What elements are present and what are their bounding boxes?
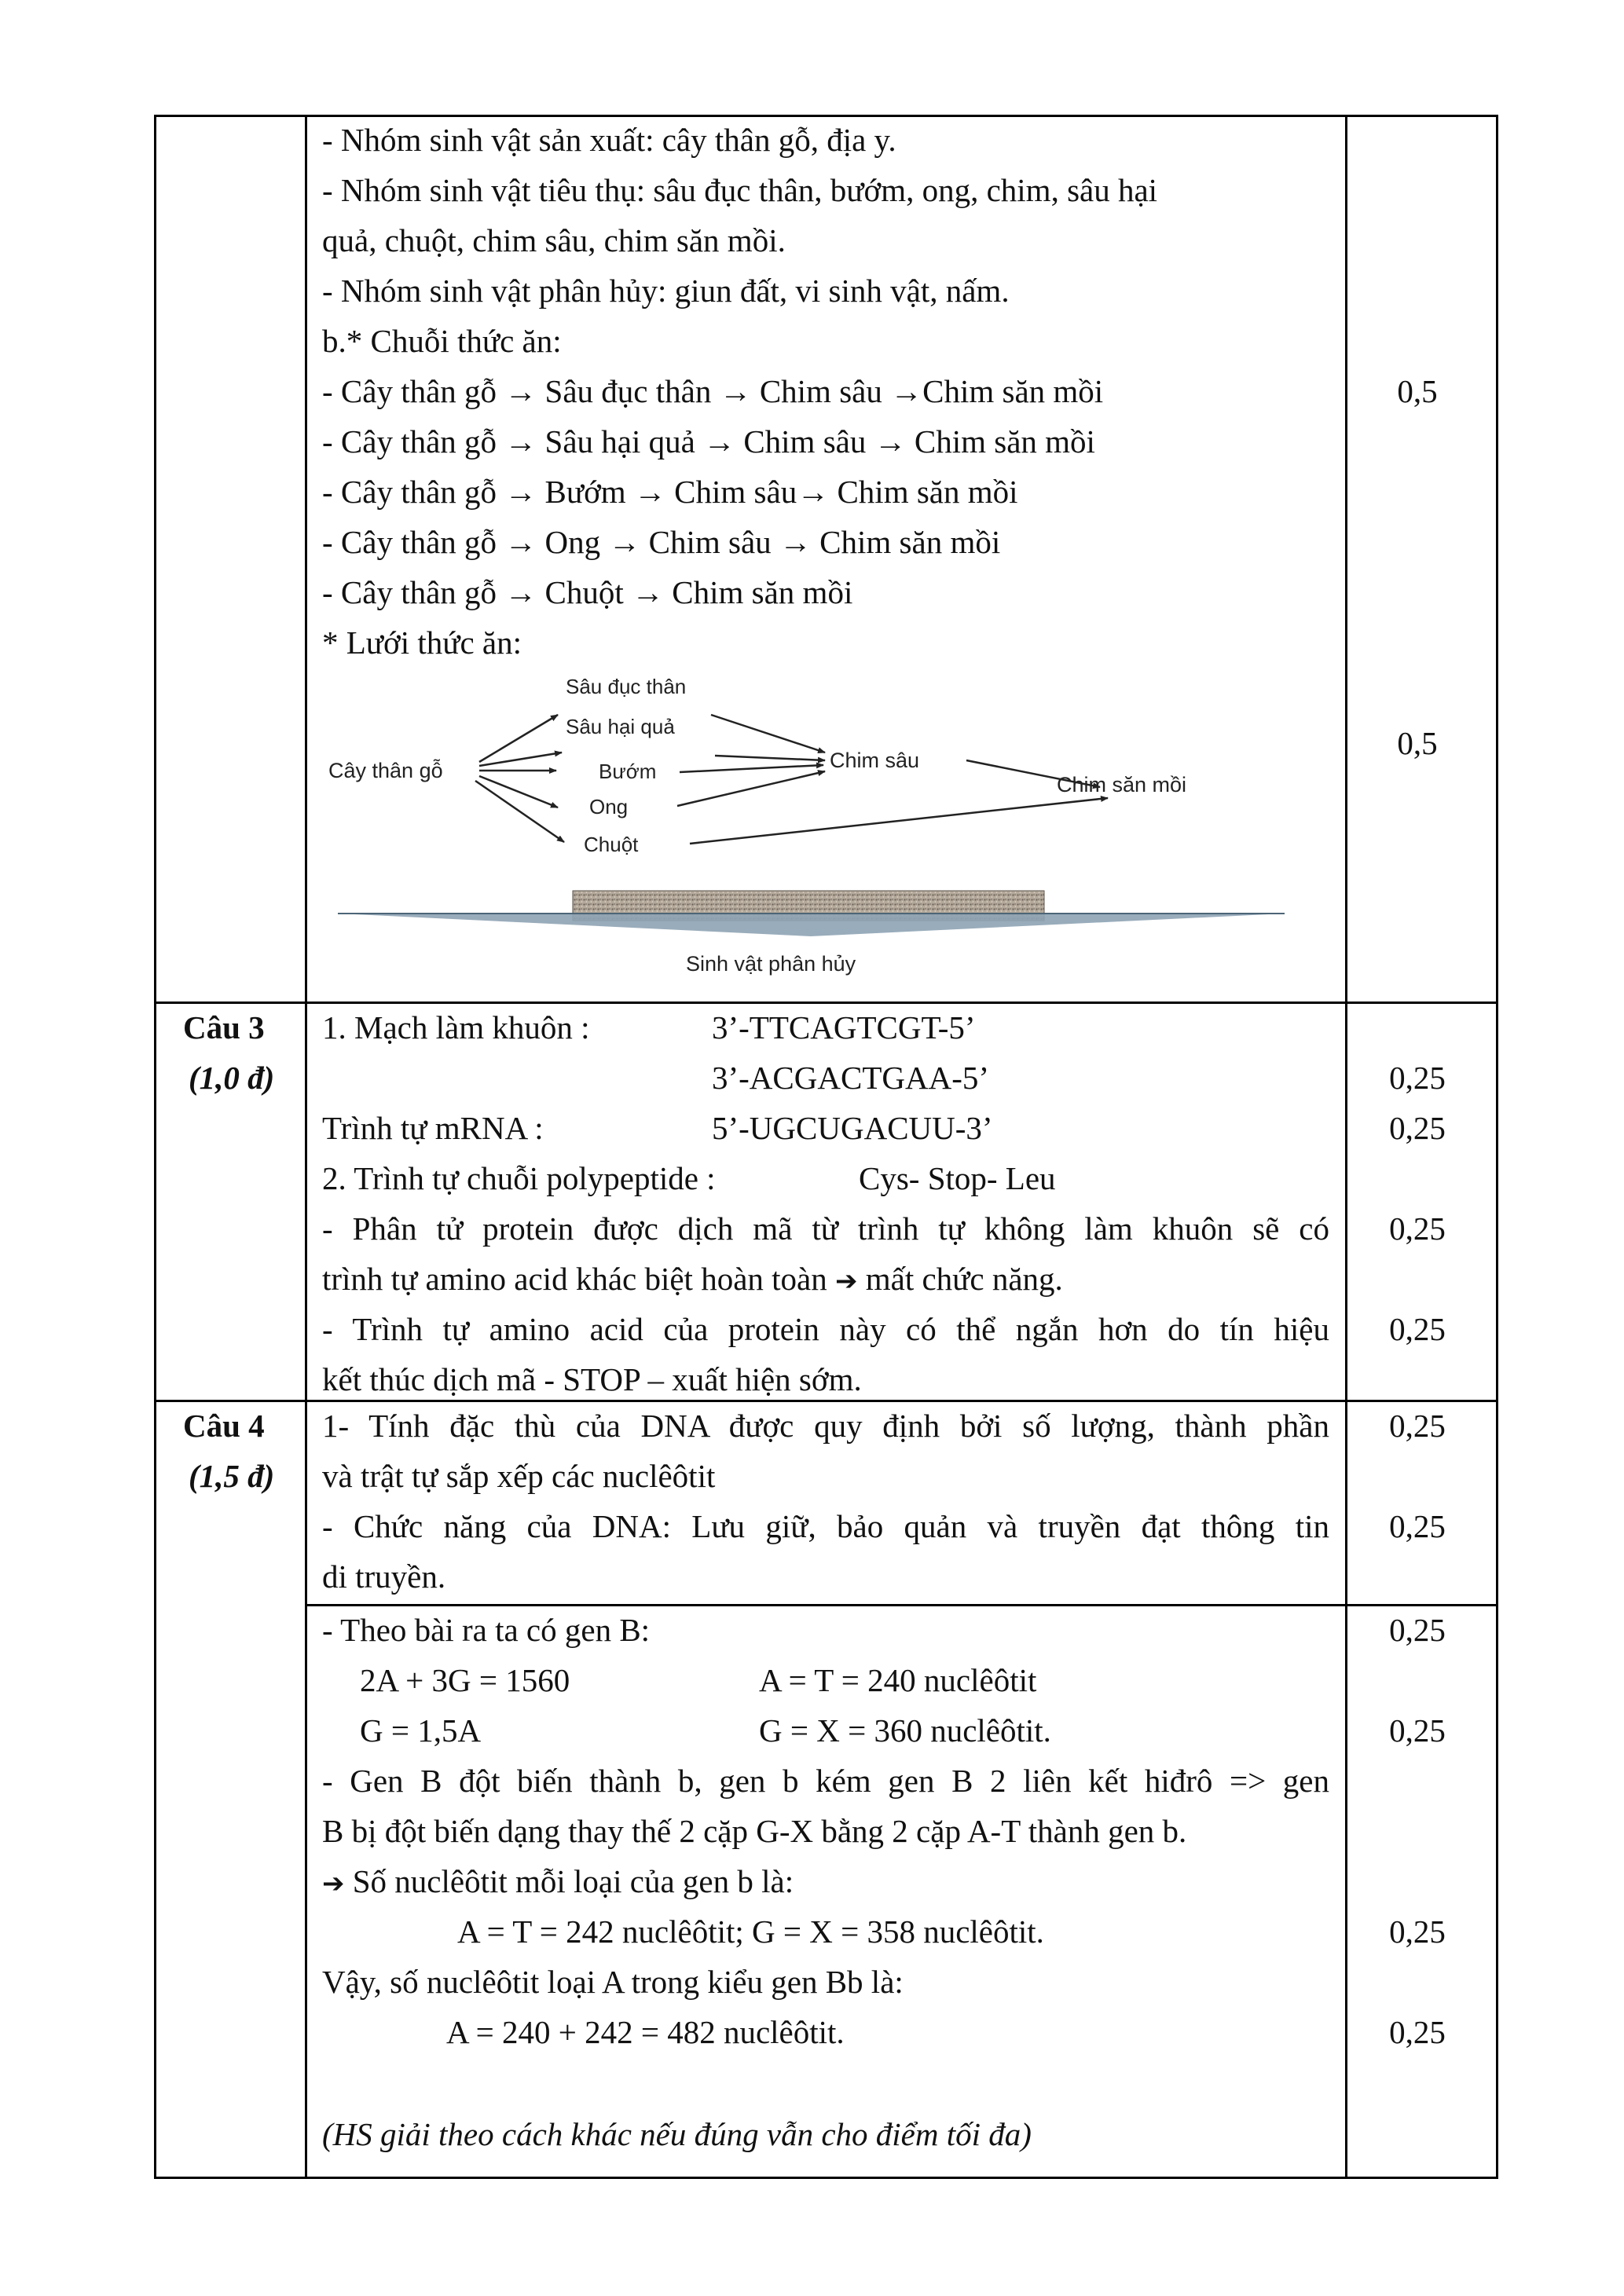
complement-strand-value: 3’-ACGACTGAA-5’: [712, 1060, 990, 1096]
decomposer-ground: [338, 891, 1285, 936]
dna-specificity-line: 1- Tính đặc thù của DNA được quy định bởi số lượng, thành phần: [322, 1408, 1329, 1444]
grading-note: (HS giải theo cách khác nếu đúng vẫn cho điểm tối đa): [322, 2116, 1032, 2152]
food-chain-line: - Cây thân gỗ → Sâu hại quả → Chim sâu → Chim săn mồi: [322, 423, 1095, 460]
genotype-result: A = 240 + 242 = 482 nuclêôtit.: [446, 2014, 845, 2050]
explanation-line: - Phân tử protein được dịch mã từ trình tự không làm khuôn sẽ có: [322, 1210, 1329, 1247]
text-line: quả, chuột, chim sâu, chim săn mồi.: [322, 222, 786, 258]
table-border-left: [154, 115, 156, 2179]
explanation-text: mất chức năng.: [865, 1261, 1063, 1297]
node-chim-sau: Chim sâu: [830, 749, 920, 772]
food-web-heading: * Lưới thức ăn:: [322, 624, 522, 661]
node-sinh-vat-phan-huy: Sinh vật phân hủy: [686, 952, 856, 976]
text-line: - Nhóm sinh vật sản xuất: cây thân gỗ, địa y.: [322, 122, 896, 158]
node-chim-san-moi: Chim săn mồi: [1057, 773, 1187, 796]
arrow-cay-chuot: [475, 781, 564, 842]
template-strand-label: 1. Mạch làm khuôn :: [322, 1009, 590, 1045]
mutation-line: B bị đột biến dạng thay thế 2 cặp G-X bằng 2 cặp A-T thành gen b.: [322, 1813, 1187, 1849]
arrow-chuot-chimsan: [690, 798, 1108, 844]
dna-function-line: - Chức năng của DNA: Lưu giữ, bảo quản và truyền đạt thông tin: [322, 1508, 1329, 1544]
score-cau3-complement: 0,25: [1389, 1060, 1446, 1096]
cau4-title: Câu 4: [183, 1408, 265, 1444]
equation: 2A + 3G = 1560: [360, 1662, 570, 1698]
explanation-line: [322, 1254, 1063, 1306]
food-chain-line: - Cây thân gỗ → Sâu đục thân → Chim sâu →Chim săn mồi: [322, 373, 1104, 409]
gene-b-count-result: A = T = 242 nuclêôtit; G = X = 358 nuclêôtit.: [457, 1913, 1044, 1950]
node-ong: Ong: [589, 795, 629, 818]
score-cau4-gene-b: 0,25: [1389, 1913, 1446, 1950]
arrow-right-icon: ➔: [322, 1868, 345, 1899]
explanation-line: kết thúc dịch mã - STOP – xuất hiện sớm.: [322, 1361, 862, 1397]
polypeptide-label: 2. Trình tự chuỗi polypeptide :: [322, 1160, 716, 1196]
node-chuot: Chuột: [584, 833, 639, 856]
cau3-points: (1,0 đ): [189, 1060, 275, 1096]
explanation-text: trình tự amino acid khác biệt hoàn toàn: [322, 1261, 827, 1297]
arrow-sauhai-chimsau: [715, 756, 825, 760]
node-sau-duc-than: Sâu đục thân: [566, 675, 687, 698]
node-cay-than-go: Cây thân gỗ: [328, 759, 443, 782]
arrow-sauduc-chimsau: [711, 715, 825, 753]
gene-b-intro: - Theo bài ra ta có gen B:: [322, 1612, 651, 1648]
score-cau4-function: 0,25: [1389, 1508, 1446, 1544]
score-cau3-mrna: 0,25: [1389, 1110, 1446, 1146]
cau3-title: Câu 3: [183, 1009, 265, 1045]
mrna-label: Trình tự mRNA :: [322, 1110, 544, 1146]
dna-specificity-line: và trật tự sắp xếp các nuclêôtit: [322, 1458, 716, 1494]
table-divider-col1: [305, 115, 307, 2179]
template-strand-value: 3’-TTCAGTCGT-5’: [712, 1009, 976, 1045]
dna-function-line: di truyền.: [322, 1558, 446, 1595]
gene-b-count-heading: [322, 1856, 794, 1909]
mrna-value: 5’-UGCUGACUU-3’: [712, 1110, 993, 1146]
score-food-web: 0,5: [1397, 725, 1438, 761]
score-cau3-protein: 0,25: [1389, 1210, 1446, 1247]
text-line: - Nhóm sinh vật tiêu thụ: sâu đục thân, bướm, ong, chim, sâu hại: [322, 172, 1158, 208]
mutation-line: - Gen B đột biến thành b, gen b kém gen B 2 liên kết hiđrô => gen: [322, 1763, 1329, 1799]
explanation-line: - Trình tự amino acid của protein này có thể ngắn hơn do tín hiệu: [322, 1311, 1329, 1347]
table-border-bottom: [154, 2177, 1498, 2179]
equation-result: A = T = 240 nuclêôtit: [759, 1662, 1037, 1698]
arrow-buom-chimsau: [680, 765, 823, 772]
food-chain-line: - Cây thân gỗ → Bướm → Chim sâu→ Chim săn mồi: [322, 474, 1018, 510]
food-chain-line: - Cây thân gỗ → Ong → Chim sâu → Chim săn mồi: [322, 524, 1001, 560]
arrow-right-icon: ➔: [834, 1265, 858, 1297]
score-food-chain: 0,5: [1397, 373, 1438, 409]
polypeptide-value: Cys- Stop- Leu: [859, 1160, 1056, 1196]
text-line: b.* Chuỗi thức ăn:: [322, 323, 562, 359]
equation: G = 1,5A: [360, 1712, 482, 1749]
score-cau4-genotype: 0,25: [1389, 2014, 1446, 2050]
equation-result: G = X = 360 nuclêôtit.: [759, 1712, 1051, 1749]
gene-b-count-text: Số nuclêôtit mỗi loại của gen b là:: [352, 1863, 794, 1899]
score-cau4-gx: 0,25: [1389, 1712, 1446, 1749]
food-web-diagram: [314, 668, 1304, 982]
food-chain-line: - Cây thân gỗ → Chuột → Chim săn mồi: [322, 574, 853, 610]
table-border-right: [1496, 115, 1498, 2179]
arrow-ong-chimsau: [677, 771, 825, 806]
text-line: - Nhóm sinh vật phân hủy: giun đất, vi sinh vật, nấm.: [322, 273, 1010, 309]
node-sau-hai-qua: Sâu hại quả: [566, 715, 675, 738]
node-buom: Bướm: [599, 760, 657, 783]
genotype-question: Vậy, số nuclêôtit loại A trong kiểu gen Bb là:: [322, 1964, 904, 2000]
score-cau4-intro: 0,25: [1389, 1612, 1446, 1648]
cau4-points: (1,5 đ): [189, 1458, 275, 1494]
score-cau4-specificity: 0,25: [1389, 1408, 1446, 1444]
score-cau3-stop: 0,25: [1389, 1311, 1446, 1347]
